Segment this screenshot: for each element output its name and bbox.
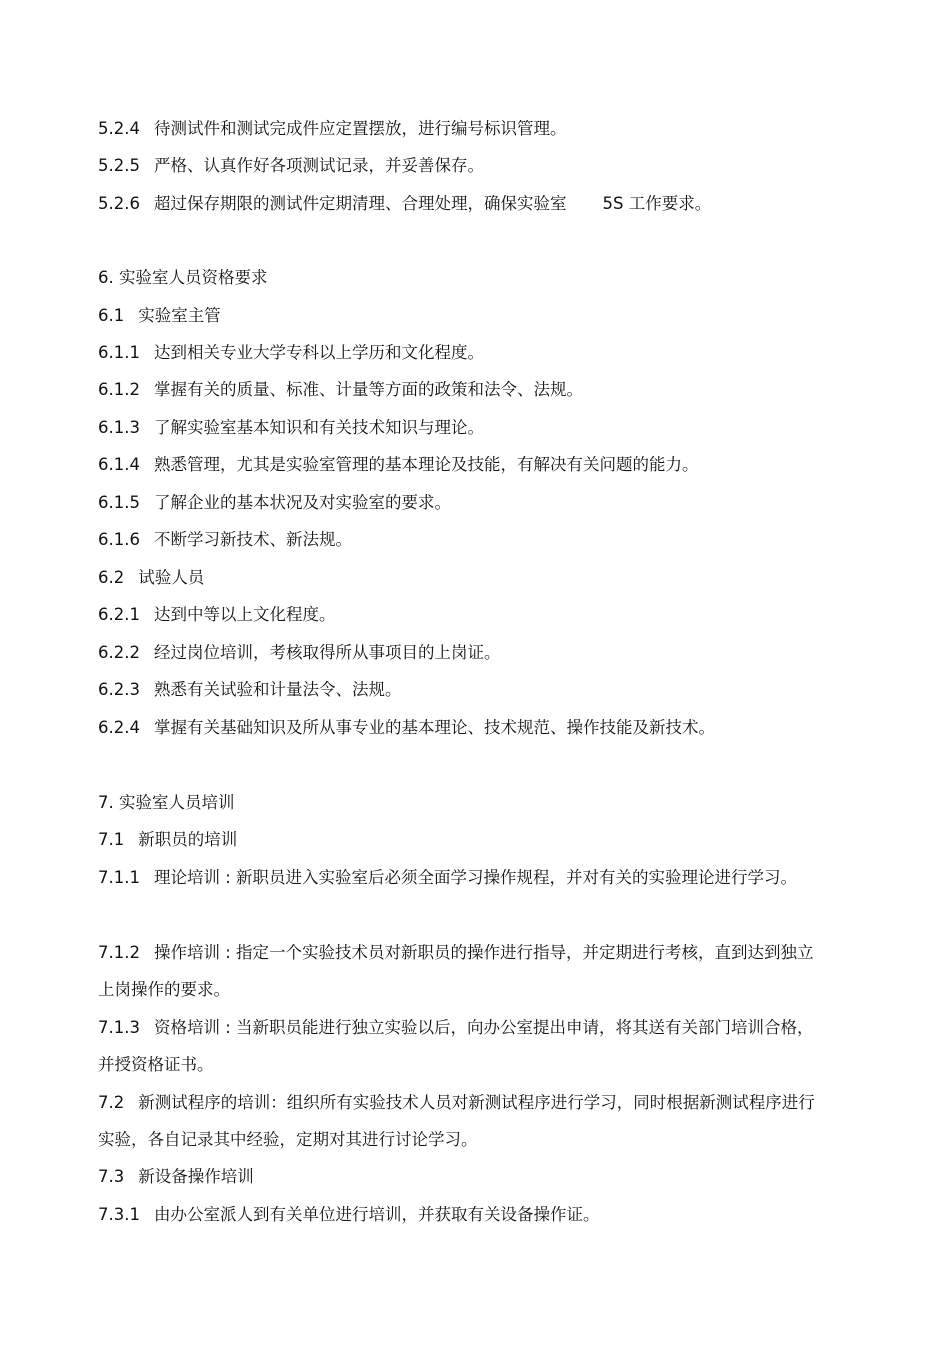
section-number: 7.	[98, 793, 114, 812]
clause-number: 6.1.5	[98, 493, 140, 512]
clause-7-3-1	[98, 1205, 828, 1225]
clause-text: 资格培训 : 当新职员能进行独立实验以后，向办公室提出申请，将其送有关部门培训合格，并授资格证书。	[98, 1018, 814, 1074]
clause-5-2-4	[98, 119, 828, 139]
clause-text-continued: 5S 工作要求。	[602, 194, 712, 213]
clause-text: 了解实验室基本知识和有关技术知识与理论。	[153, 418, 484, 437]
clause-text: 熟悉有关试验和计量法令、法规。	[153, 680, 402, 699]
clause-number: 7.3.1	[98, 1205, 140, 1224]
section-number: 6.	[98, 268, 114, 287]
clause-number: 6.2.3	[98, 680, 140, 699]
clause-6-2-3	[98, 680, 828, 700]
clause-text: 经过岗位培训，考核取得所从事项目的上岗证。	[153, 643, 501, 662]
section-title: 实验室人员培训	[119, 793, 235, 812]
clause-number: 7.2	[98, 1093, 125, 1112]
clause-text: 达到中等以上文化程度。	[153, 605, 336, 624]
clause-number: 6.2.4	[98, 718, 140, 737]
clause-text: 达到相关专业大学专科以上学历和文化程度。	[153, 343, 484, 362]
clause-number: 6.1.2	[98, 380, 140, 399]
clause-number: 6.1.3	[98, 418, 140, 437]
clause-5-2-6	[98, 194, 828, 214]
clause-6-2-4	[98, 718, 828, 738]
clause-6-1-5	[98, 493, 828, 513]
clause-number: 6.2.2	[98, 643, 140, 662]
clause-number: 7.3	[98, 1167, 125, 1186]
clause-7-1	[98, 830, 828, 850]
clause-number: 6.2.1	[98, 605, 140, 624]
clause-text: 不断学习新技术、新法规。	[153, 530, 352, 549]
clause-text: 严格、认真作好各项测试记录，并妥善保存。	[153, 156, 484, 175]
clause-number: 5.2.4	[98, 119, 140, 138]
clause-text: 操作培训 : 指定一个实验技术员对新职员的操作进行指导，并定期进行考核，直到达到独立上岗操作的要求。	[98, 943, 814, 999]
clause-number: 6.1.6	[98, 530, 140, 549]
clause-6-1	[98, 306, 828, 326]
clause-7-3	[98, 1167, 828, 1187]
clause-number: 6.1.4	[98, 455, 140, 474]
clause-text: 掌握有关的质量、标准、计量等方面的政策和法令、法规。	[153, 380, 583, 399]
clause-6-2	[98, 568, 828, 588]
clause-text: 待测试件和测试完成件应定置摆放，进行编号标识管理。	[153, 119, 567, 138]
clause-6-1-3	[98, 418, 828, 438]
clause-7-2	[98, 1084, 820, 1158]
section-6-heading	[98, 268, 828, 288]
clause-text: 新测试程序的培训：组织所有实验技术人员对新测试程序进行学习，同时根据新测试程序进行实验，各自记录其中经验，定期对其进行讨论学习。	[98, 1093, 815, 1149]
clause-number: 7.1.1	[98, 868, 140, 887]
section-title: 实验室人员资格要求	[119, 268, 268, 287]
clause-number: 7.1	[98, 830, 125, 849]
clause-6-2-2	[98, 643, 828, 663]
clause-number: 6.2	[98, 568, 125, 587]
clause-7-1-1	[98, 859, 820, 896]
clause-number: 5.2.6	[98, 194, 140, 213]
clause-text: 超过保存期限的测试件定期清理、合理处理，确保实验室	[153, 194, 567, 213]
clause-6-1-4	[98, 455, 828, 475]
clause-text: 熟悉管理，尤其是实验室管理的基本理论及技能，有解决有关问题的能力。	[153, 455, 699, 474]
clause-text: 由办公室派人到有关单位进行培训，并获取有关设备操作证。	[153, 1205, 600, 1224]
clause-7-1-2	[98, 934, 820, 1008]
clause-text: 实验室主管	[138, 306, 221, 325]
clause-text: 理论培训 : 新职员进入实验室后必须全面学习操作规程，并对有关的实验理论进行学习。	[153, 868, 798, 887]
clause-number: 6.1.1	[98, 343, 140, 362]
clause-7-1-3	[98, 1009, 820, 1083]
clause-6-2-1	[98, 605, 828, 625]
clause-number: 5.2.5	[98, 156, 140, 175]
clause-text: 新职员的培训	[138, 830, 238, 849]
clause-text: 试验人员	[138, 568, 205, 587]
clause-6-1-6	[98, 530, 828, 550]
clause-text: 了解企业的基本状况及对实验室的要求。	[153, 493, 451, 512]
clause-5-2-5	[98, 156, 828, 176]
clause-text: 掌握有关基础知识及所从事专业的基本理论、技术规范、操作技能及新技术。	[153, 718, 715, 737]
clause-number: 7.1.3	[98, 1018, 140, 1037]
clause-text: 新设备操作培训	[138, 1167, 254, 1186]
clause-number: 6.1	[98, 306, 125, 325]
section-7-heading	[98, 793, 828, 813]
clause-6-1-2	[98, 380, 828, 400]
clause-number: 7.1.2	[98, 943, 140, 962]
clause-6-1-1	[98, 343, 828, 363]
